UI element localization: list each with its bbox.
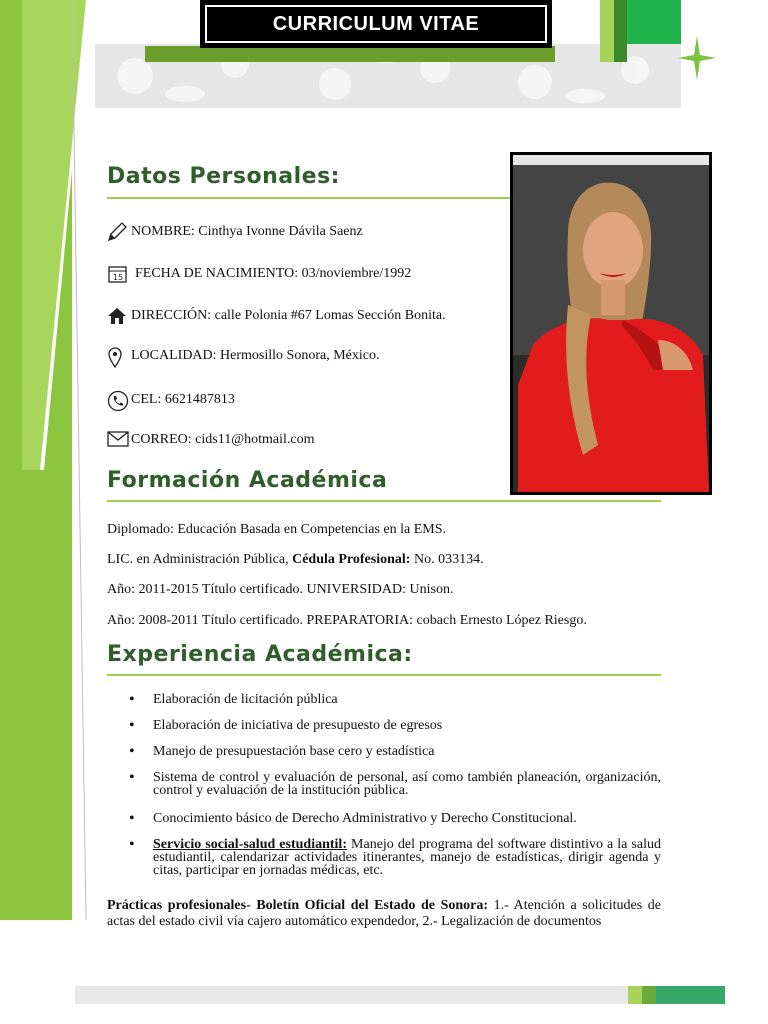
education-line-1: [107, 522, 446, 538]
title-box: [200, 0, 552, 48]
education-line-4: [107, 613, 587, 629]
education-line-3: [107, 582, 453, 598]
list-item-text: Manejo de presupuestación base cero y estadística: [153, 744, 435, 759]
list-item-text: Elaboración de licitación pública: [153, 692, 338, 707]
address-line: [107, 306, 446, 326]
location-pin-icon: [107, 346, 127, 366]
list-item-text: Conocimiento básico de Derecho Administrativo y Derecho Constitucional.: [153, 811, 577, 826]
name-line: [107, 222, 363, 242]
education-text: No. 033134.: [410, 552, 484, 567]
birthdate-line: [107, 264, 411, 284]
calendar-icon: [107, 264, 127, 284]
education-rule: [107, 500, 661, 502]
name-text: NOMBRE: Cinthya Ivonne Dávila Saenz: [131, 224, 363, 239]
decor-bar-dark: [614, 0, 627, 62]
footer-bar-light: [628, 986, 642, 1004]
svg-text:15: 15: [113, 273, 124, 282]
education-bold: Cédula Profesional:: [292, 552, 411, 567]
footer-bar: [75, 986, 628, 1004]
list-item: [107, 771, 661, 797]
profile-photo: [510, 152, 712, 495]
practices-lead: Prácticas profesionales- Boletín Oficial del Estado de Sonora:: [107, 898, 489, 913]
list-item: [107, 838, 661, 877]
title-underline-strip: [145, 46, 555, 62]
footer-bar-mid: [642, 986, 656, 1004]
locality-line: [107, 346, 379, 366]
list-item: [107, 693, 661, 706]
education-line-2: [107, 552, 484, 568]
practices-text: 1.- Atención a solicitudes de actas del estado civil vía cajero automático expendedor, 2.- Legalización de documentos: [107, 898, 661, 929]
personal-rule: [107, 197, 511, 199]
experience-list: [107, 693, 661, 877]
sparkle-icon: [678, 36, 716, 80]
education-heading: Formación Académica: [107, 468, 388, 493]
education-text: LIC. en Administración Pública,: [107, 552, 293, 567]
personal-heading: Datos Personales:: [107, 164, 340, 189]
home-icon: [107, 306, 127, 326]
pencil-icon: [107, 222, 127, 242]
locality-text: LOCALIDAD: Hermosillo Sonora, México.: [131, 348, 380, 363]
envelope-icon: [107, 430, 127, 450]
list-item: [107, 812, 661, 825]
list-item: [107, 719, 661, 732]
email-text: CORREO: cids11@hotmail.com: [131, 432, 315, 447]
decor-bar-light: [600, 0, 614, 62]
list-item-lead: Servicio social-salud estudiantil:: [153, 837, 347, 852]
list-item: [107, 745, 661, 758]
left-decorative-band: [0, 0, 90, 1024]
experience-heading: Experiencia Académica:: [107, 642, 413, 667]
list-item-text: Elaboración de iniciativa de presupuesto de egresos: [153, 718, 443, 733]
address-text: DIRECCIÓN: calle Polonia #67 Lomas Sección Bonita.: [131, 308, 446, 323]
education-text: Diplomado: Educación Basada en Competencias en la EMS.: [107, 522, 447, 537]
phone-line: [107, 390, 235, 410]
practices-paragraph: [107, 898, 661, 930]
list-item-text: Manejo del programa del software distintivo a la salud estudiantil, calendarizar actividades itinerantes, manejo de estadísticas, dirigir agenda y citas, participar en jornadas médicas, etc.: [153, 837, 661, 878]
page-title: CURRICULUM VITAE: [272, 12, 480, 35]
decor-bar-green: [627, 0, 681, 44]
birthdate-text: FECHA DE NACIMIENTO: 03/noviembre/1992: [135, 266, 412, 281]
email-line: [107, 430, 314, 450]
phone-icon: [107, 390, 127, 410]
education-text: Año: 2011-2015 Título certificado. UNIVERSIDAD: Unison.: [107, 582, 454, 597]
phone-text: CEL: 6621487813: [131, 392, 235, 407]
footer-bar-green: [656, 986, 725, 1004]
education-text: Año: 2008-2011 Título certificado. PREPARATORIA: cobach Ernesto López Riesgo.: [107, 613, 587, 628]
list-item-text: Sistema de control y evaluación de personal, así como también planeación, organización, control y evaluación de la institución pública.: [153, 770, 661, 798]
experience-rule: [107, 674, 661, 676]
